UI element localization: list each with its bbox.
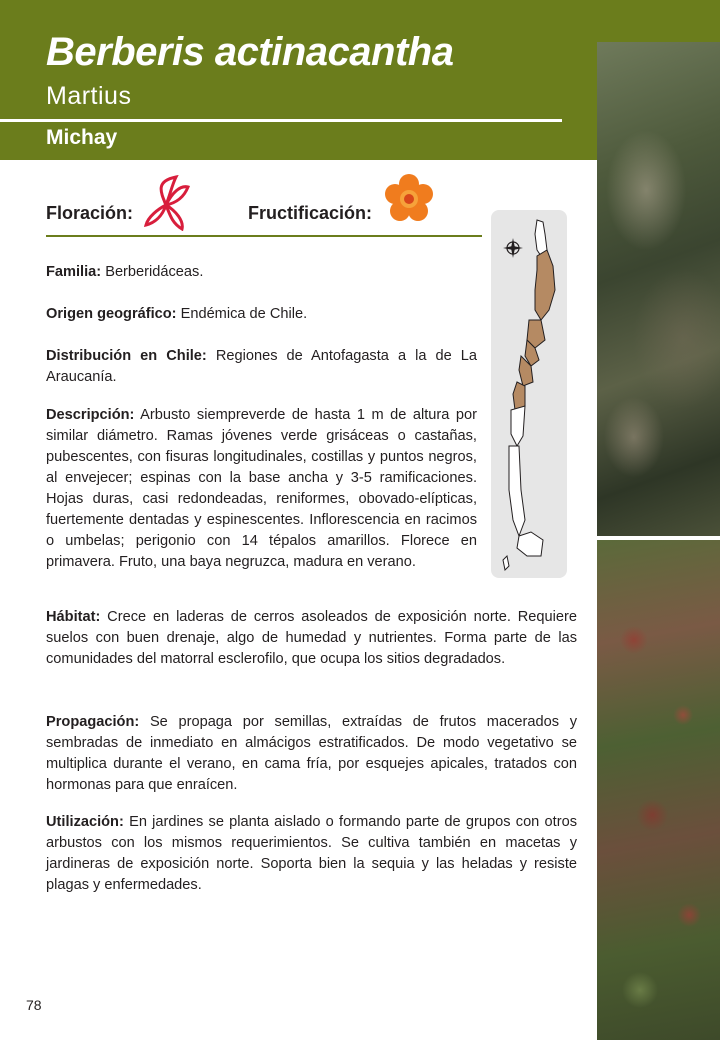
flowering-label: Floración: [46,203,134,223]
descripcion-text: Arbusto siempreverde de hasta 1 m de altura por similar diámetro. Ramas jóvenes verde grisáceas o castañas, pubescentes, con fisuras longitudinales, costillas y puntos negros, al envejecer; espinas con la base ancha y 3-5 ramificaciones. Hojas duras, casi redondeadas, reniformes, obovado-elípticas, fuertemente dentadas y espinescentes. Inflorescencia en racimos o umbelas; perigonio con 14 tépalos amarillos. Florece en primavera. Fruto, una baya negruzca, madura en verano. [46,407,477,570]
author-name: Martius [46,82,132,110]
flower-icon [383,173,435,225]
familia-text: Berberidáceas. [101,264,204,280]
common-name: Michay [46,126,118,149]
utilizacion-label: Utilización: [46,814,124,830]
section-propagacion [46,712,577,796]
familia-label: Familia: [46,264,102,280]
section-utilizacion [46,812,577,896]
plant-photo-bottom [597,540,720,1040]
chile-map-icon [491,210,567,578]
plant-photo-top [597,42,720,536]
header-divider [0,119,562,122]
distribution-map [491,210,567,578]
section-habitat [46,607,577,670]
fruiting-label: Fructificación: [248,203,373,223]
origen-text: Endémica de Chile. [176,306,308,322]
section-descripcion [46,405,477,573]
distribucion-label: Distribución en Chile: [46,348,207,364]
origen-label: Origen geográfico: [46,306,177,322]
propagacion-text: Se propaga por semillas, extraídas de frutos macerados y sembradas de inmediato en almácigos estratificados. De modo vegetativo se multiplica durante el verano, en cama fría, por esquejes apicales, tratados con hormonas para que enraícen. [46,714,577,793]
page-number: 78 [26,997,42,1013]
habitat-label: Hábitat: [46,609,101,625]
section-origen [46,304,477,325]
scientific-name: Berberis actinacantha [46,30,454,74]
habitat-text: Crece en laderas de cerros asoleados de exposición norte. Requiere suelos con buen drenaje, algo de humedad y nutrientes. Forma parte de las comunidades del matorral esclerofilo, que ocupa los sitios degradados. [46,609,577,667]
descripcion-label: Descripción: [46,407,135,423]
section-distribucion [46,346,477,388]
compass-icon [503,238,523,258]
utilizacion-text: En jardines se planta aislado o formando parte de grupos con otros arbustos con los mismos requerimientos. Se cultiva también en macetas y jardineras de exposición norte. Soporta bien la sequia y las heladas y resiste plagas y enfermedades. [46,814,577,893]
section-divider [46,235,482,237]
propagacion-label: Propagación: [46,714,140,730]
distribucion-text: Regiones de Antofagasta a la de La Araucanía. [46,348,478,385]
butterfly-icon [142,175,190,231]
section-familia [46,262,477,283]
